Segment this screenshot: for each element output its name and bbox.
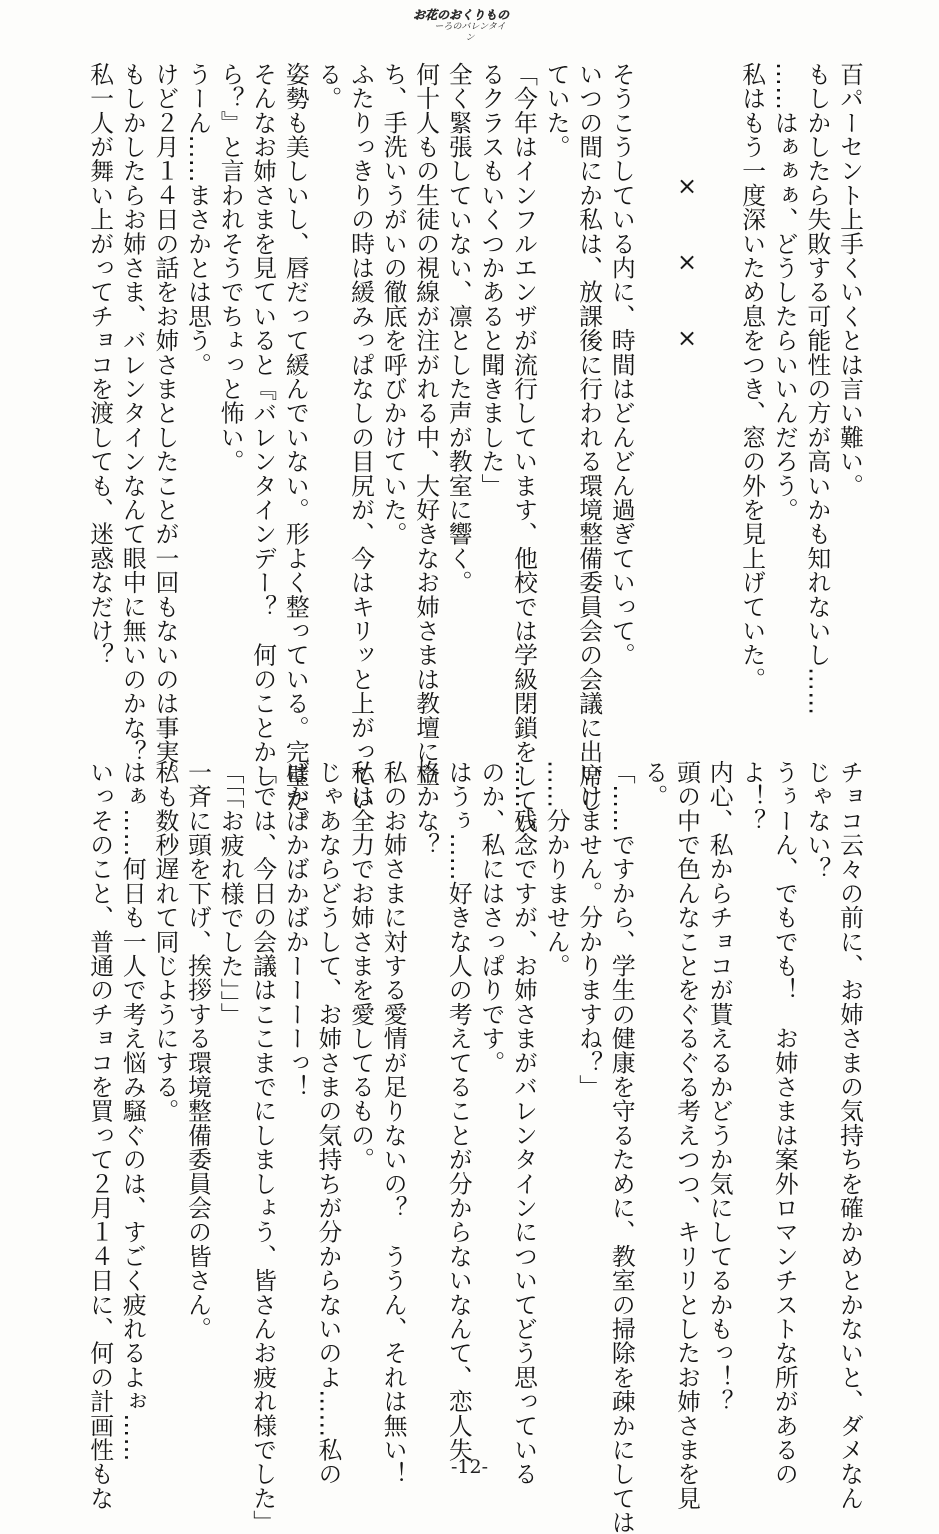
text-column: いけません。分かりますね？」	[575, 760, 604, 1099]
text-column: ……分かりません。	[542, 760, 571, 978]
section-separator: × × ×	[673, 172, 701, 352]
logo-subtitle: ーろのバレンタイン	[434, 22, 506, 43]
text-column: 私は全力でお姉さまを愛してるもの。	[347, 760, 375, 1172]
text-column: のか、私にはさっぱりです。	[477, 760, 506, 1075]
logo-title: お花のおくりもの	[412, 8, 509, 22]
text-column: 一斉に頭を下げ、挨拶する環境整備委員会の皆さん。	[184, 760, 212, 1341]
text-column: はうぅ……好きな人の考えてることが分からないなんて、恋人失	[444, 760, 473, 1462]
text-column: 格かな？	[412, 760, 441, 857]
text-column: はぁ……何日も一人で考え悩み騒ぐのは、すごく疲れるよぉ……	[118, 760, 147, 1462]
text-column: うーん……まさかとは思う。	[184, 62, 212, 377]
text-column: 私一人が舞い上がってチョコを渡しても、迷惑なだけ？	[86, 62, 115, 667]
header-logo	[412, 8, 510, 43]
text-column: 内心、私からチョコが貰えるかどうか気にしてるかもっ！？	[705, 760, 734, 1414]
text-column: る。	[640, 760, 669, 809]
text-column: 私はもう一度深いため息をつき、窓の外を見上げていた。	[738, 62, 767, 692]
text-column: 「……ですから、学生の健康を守るために、教室の掃除を疎かにしては	[607, 760, 636, 1534]
text-column: 頭の中で色んなことをぐるぐる考えつつ、キリリとしたお姉さまを見	[673, 760, 701, 1511]
text-column: けど２月１４日の話をお姉さまとしたことが一回もないのは事実。	[151, 62, 180, 788]
text-column: 「では、今日の会議はここまでにしましょう、皆さんお疲れ様でした」	[249, 760, 278, 1534]
text-column: そんなお姉さまを見ていると『バレンタインデー？ 何のことかし	[249, 62, 278, 788]
text-column: ……はぁぁぁ、どうしたらいいんだろう。	[770, 62, 799, 522]
text-column: ふたりっきりの時は緩みっぱなしの目尻が、今はキリッと上がってい	[347, 62, 375, 813]
text-column: 私も数秒遅れて同じようにする。	[151, 760, 180, 1123]
text-column: もしかしたらお姉さま、バレンタインなんて眼中に無いのかな？	[118, 62, 147, 764]
text-column: 私のお姉さまに対する愛情が足りないの？ ううん、それは無い！	[379, 760, 408, 1486]
text-column: ら？』と言われそうでちょっと怖い。	[216, 62, 245, 474]
text-column: そうこうしている内に、時間はどんどん過ぎていって。	[607, 62, 636, 667]
text-column: もしかしたら失敗する可能性の方が高いかも知れないし……	[803, 62, 832, 716]
text-column: 何十人もの生徒の視線が注がれる中、大好きなお姉さまは教壇に立	[412, 62, 441, 788]
text-column: ち、手洗いうがいの徹底を呼びかけていた。	[379, 62, 408, 546]
text-column: ……残念ですが、お姉さまがバレンタインについてどう思っている	[510, 760, 538, 1486]
text-column: る。	[314, 62, 343, 111]
text-column: 「今年はインフルエンザが流行しています、他校では学級閉鎖をしてい	[510, 62, 538, 837]
text-column: 「「「お疲れ様でした」」」	[216, 760, 245, 1027]
text-column: チョコ云々の前に、お姉さまの気持ちを確かめとかないと、ダメなん	[836, 760, 864, 1511]
text-column: るクラスもいくつかあると聞きました」	[477, 62, 506, 498]
text-column: 全く緊張していない、凛とした声が教室に響く。	[444, 62, 473, 595]
text-column: いっそのこと、普通のチョコを買って２月１４日に、何の計画性もな	[86, 760, 115, 1511]
page-number: -12-	[450, 1456, 489, 1478]
text-column: じゃあならどうして、お姉さまの気持ちが分からないのよ……私の	[314, 760, 343, 1486]
text-column: 百パーセント上手くいくとは言い難い。	[836, 62, 864, 498]
text-column: いつの間にか私は、放課後に行われる環境整備委員会の会議に出席し	[575, 62, 604, 813]
text-column: うぅーん、でもでも！ お姉さまは案外ロマンチストな所があるの	[770, 760, 799, 1486]
text-column: じゃない？	[803, 760, 832, 881]
text-column: ていた。	[542, 62, 571, 159]
text-column: 姿勢も美しいし、唇だって緩んでいない。形よく整っている。完璧だ。	[281, 62, 310, 837]
text-column: ばかばかばかばかーーーーっ！	[281, 760, 310, 1099]
text-column: よ！？	[738, 760, 767, 833]
